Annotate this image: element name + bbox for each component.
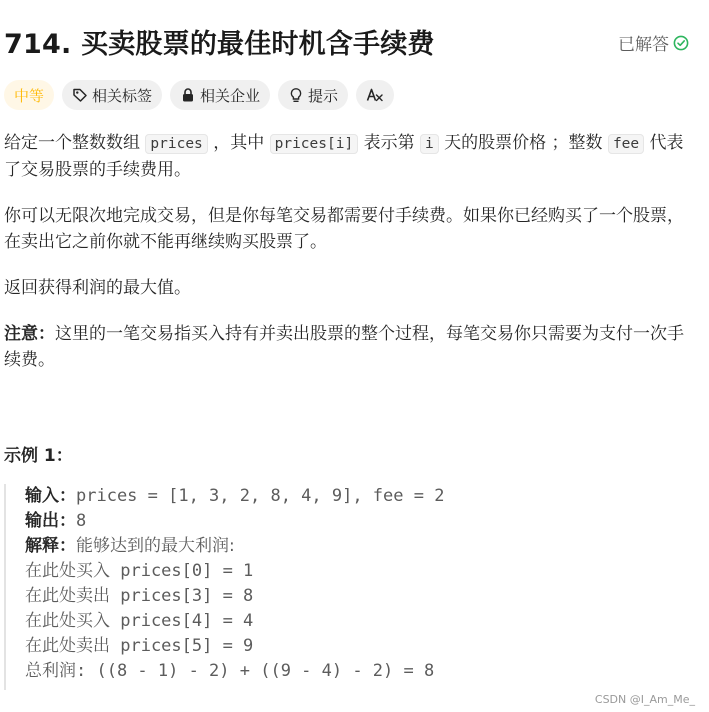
tag-bar bbox=[4, 80, 394, 110]
watermark: CSDN @I_Am_Me_ bbox=[594, 693, 695, 706]
desc-text: 给定一个整数数组 bbox=[4, 133, 146, 153]
hint-button[interactable] bbox=[278, 80, 348, 110]
step-text: 在此处买入 bbox=[25, 561, 110, 581]
related-companies-button[interactable] bbox=[170, 80, 270, 110]
example-title: 示例 1： bbox=[4, 446, 73, 466]
desc-text: 代表了交易股票的手续费用。 bbox=[4, 133, 684, 180]
step-text: 在此处买入 bbox=[25, 611, 110, 631]
example-block bbox=[4, 484, 504, 690]
example-input-line bbox=[25, 484, 504, 509]
lightbulb-icon bbox=[288, 87, 304, 103]
description-paragraph-1 bbox=[4, 130, 694, 183]
description-note bbox=[4, 321, 694, 373]
related-tags-button[interactable] bbox=[62, 80, 162, 110]
example-step-line bbox=[25, 584, 504, 609]
translate-icon bbox=[366, 87, 384, 103]
desc-text: ，其中 bbox=[207, 133, 270, 153]
inline-code-prices-i: prices[i] bbox=[270, 134, 359, 154]
input-label: 输入： bbox=[25, 486, 76, 506]
related-tags-label: 相关标签 bbox=[92, 86, 153, 105]
example-step-line bbox=[25, 634, 504, 659]
description-paragraph-2: 你可以无限次地完成交易，但是你每笔交易都需要付手续费。如果你已经购买了一个股票，在卖出它之前你就不能再继续购买股票了。 bbox=[4, 206, 684, 252]
example-step-line bbox=[25, 609, 504, 634]
description-paragraph-3: 返回获得利润的最大值。 bbox=[4, 278, 191, 298]
inline-code-fee: fee bbox=[608, 134, 644, 154]
step-text: 在此处卖出 bbox=[25, 636, 110, 656]
explanation-label: 解释： bbox=[25, 536, 76, 556]
tag-icon bbox=[72, 87, 88, 103]
example-explanation-line bbox=[25, 534, 504, 559]
hint-label: 提示 bbox=[308, 86, 339, 105]
example-step-line bbox=[25, 559, 504, 584]
total-text: 总利润 bbox=[25, 661, 76, 681]
solved-label: 已解答 bbox=[618, 35, 669, 55]
step-code: prices[3] = 8 bbox=[110, 586, 254, 606]
check-circle-icon bbox=[673, 35, 689, 51]
difficulty-badge bbox=[4, 80, 54, 110]
lock-icon bbox=[180, 87, 196, 103]
output-label: 输出： bbox=[25, 511, 76, 531]
note-label: 注意： bbox=[4, 324, 55, 344]
total-code: : ((8 - 1) - 2) + ((9 - 4) - 2) = 8 bbox=[76, 661, 435, 681]
input-value: prices = [1, 3, 2, 8, 4, 9], fee = 2 bbox=[76, 486, 445, 506]
desc-text: 天的股票价格 ；整数 bbox=[438, 133, 608, 153]
example-total-line bbox=[25, 659, 504, 684]
step-code: prices[5] = 9 bbox=[110, 636, 254, 656]
note-text: 这里的一笔交易指买入持有并卖出股票的整个过程，每笔交易你只需要为支付一次手续费。 bbox=[4, 324, 684, 370]
inline-code-i: i bbox=[420, 134, 439, 154]
problem-title: 714. 买卖股票的最佳时机含手续费 bbox=[4, 29, 435, 60]
step-text: 在此处卖出 bbox=[25, 586, 110, 606]
desc-text: 表示第 bbox=[358, 133, 420, 153]
difficulty-label: 中等 bbox=[14, 86, 45, 105]
step-code: prices[4] = 4 bbox=[110, 611, 254, 631]
step-code: prices[0] = 1 bbox=[110, 561, 254, 581]
problem-description bbox=[4, 130, 694, 393]
explanation-value: 能够达到的最大利润: bbox=[76, 536, 235, 556]
related-companies-label: 相关企业 bbox=[200, 86, 261, 105]
solved-status bbox=[618, 30, 689, 55]
translate-button[interactable] bbox=[356, 80, 394, 110]
inline-code-prices: prices bbox=[145, 134, 207, 154]
output-value: 8 bbox=[76, 511, 87, 531]
example-output-line bbox=[25, 509, 504, 534]
